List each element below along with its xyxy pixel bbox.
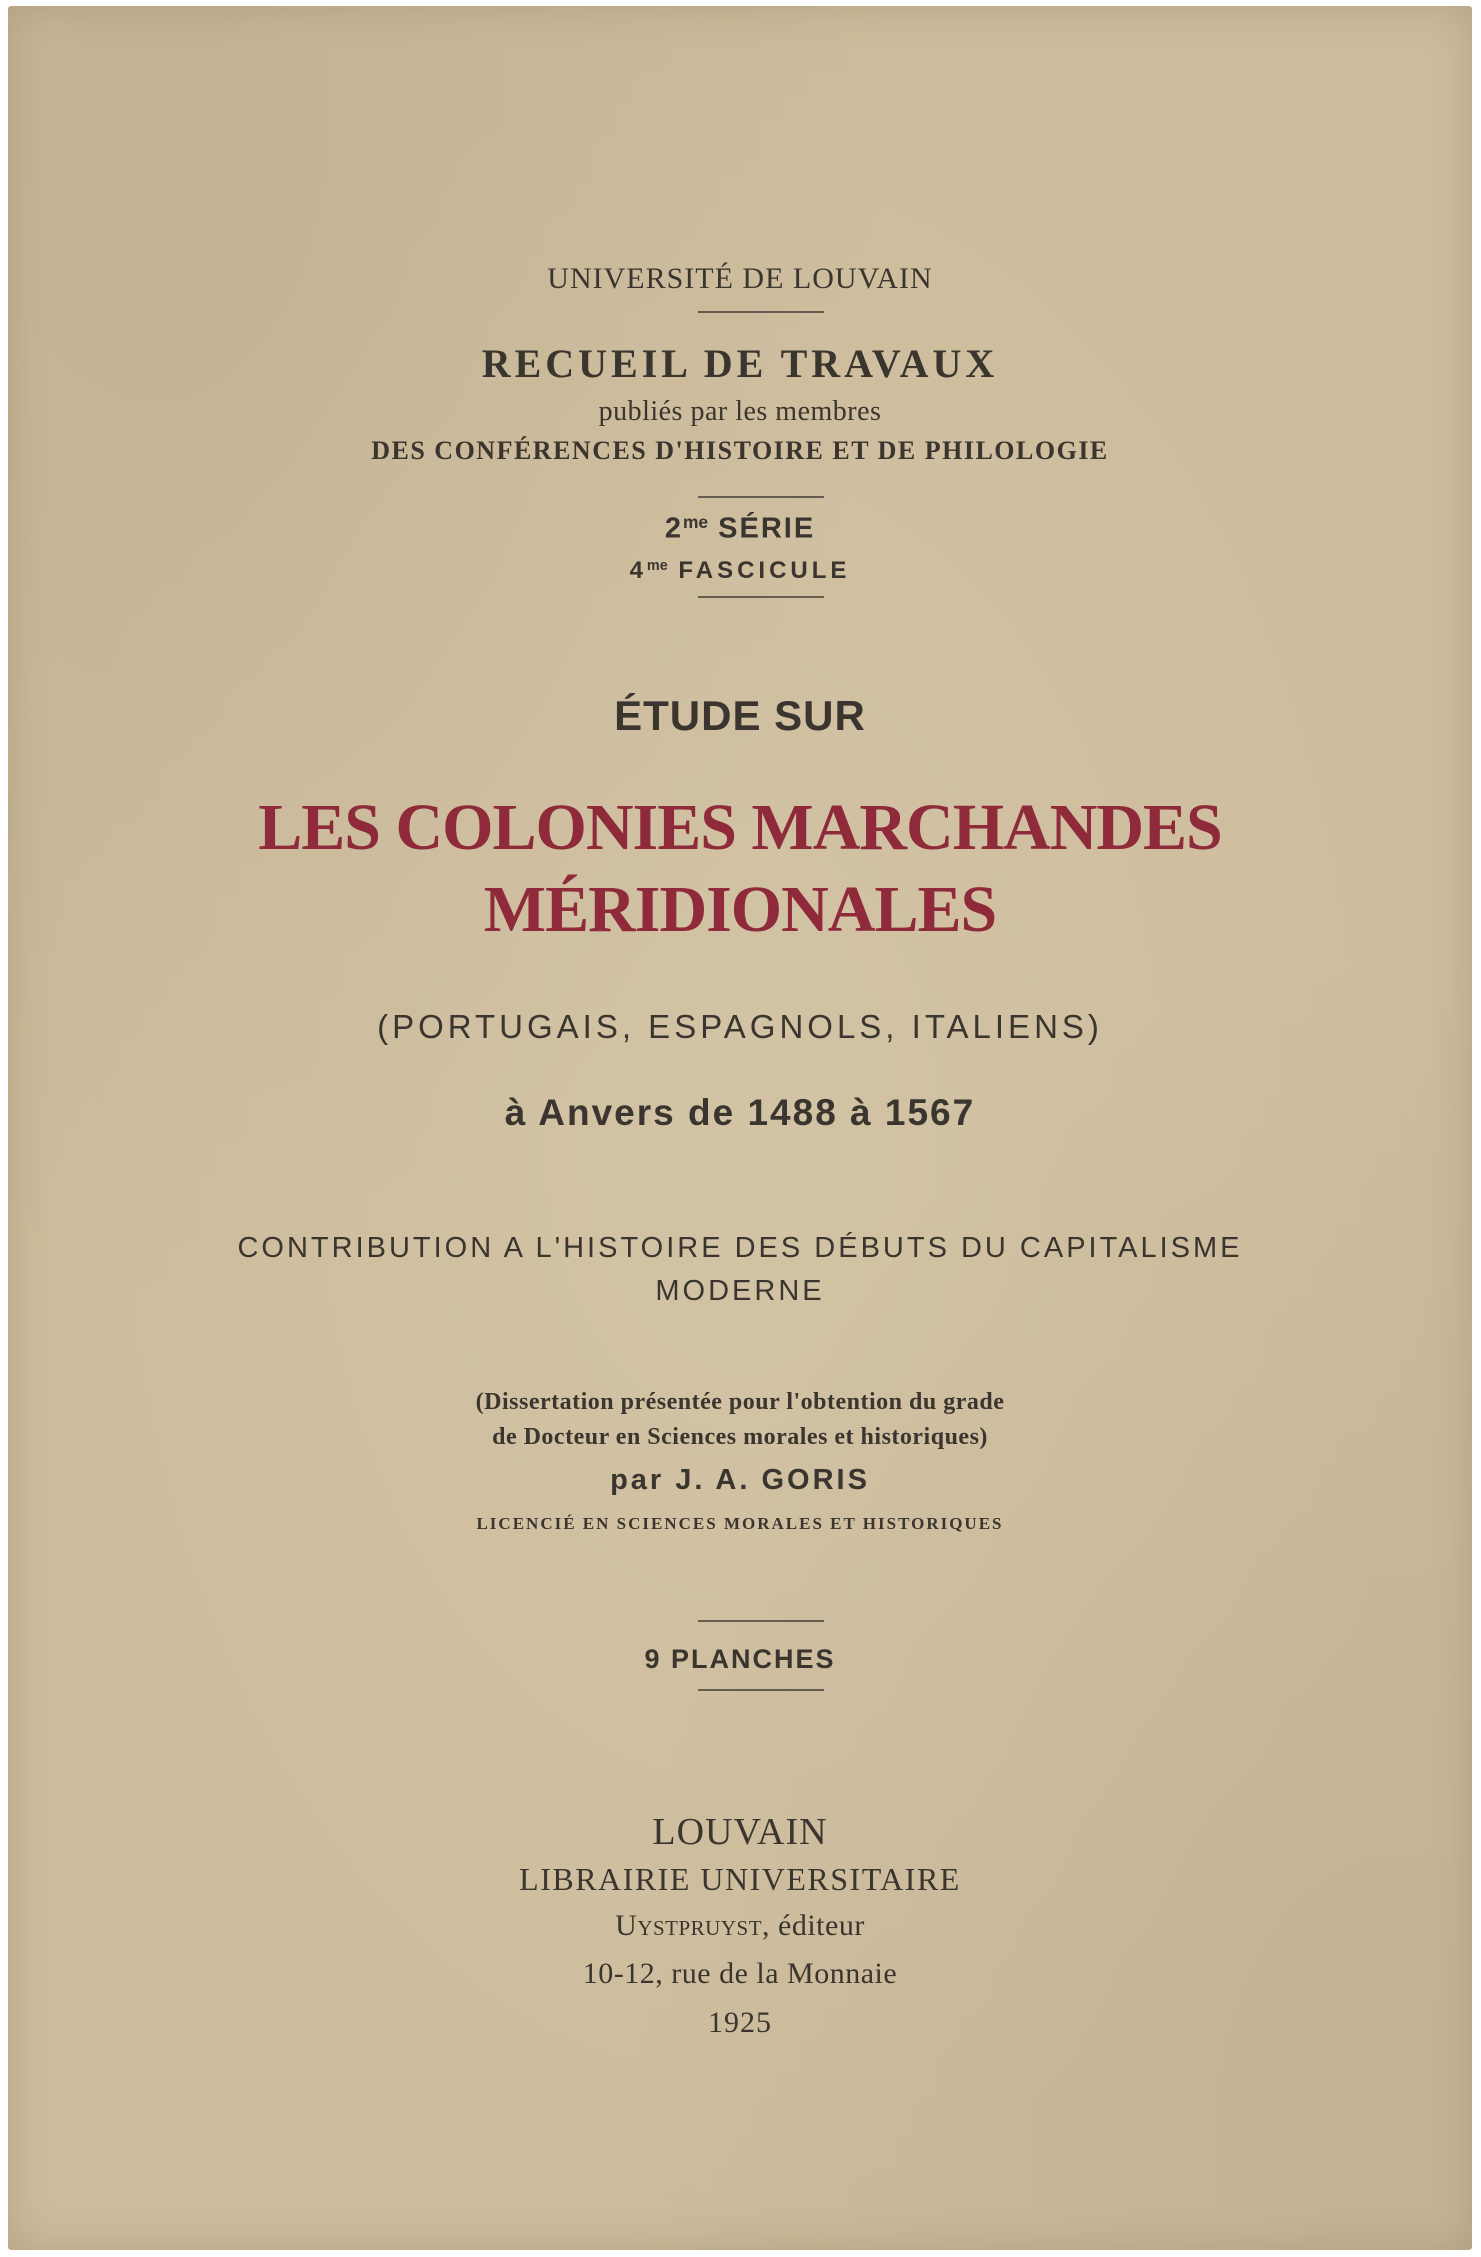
imprint-city: LOUVAIN (652, 1811, 828, 1853)
author-line: par J. A. GORIS (610, 1464, 870, 1496)
imprint-address: 10-12, rue de la Monnaie (582, 1957, 898, 1990)
dissertation-line-2: de Docteur en Sciences morales et historiques) (492, 1424, 988, 1450)
plates-count: 9 PLANCHES (644, 1644, 836, 1674)
series-line (8, 512, 1472, 546)
editor-role: , éditeur (762, 1909, 865, 1942)
imprint-editor (8, 1909, 1472, 1943)
book-cover (8, 6, 1472, 2250)
divider (698, 311, 824, 313)
divider (698, 596, 824, 598)
main-title-line-1: LES COLONIES MARCHANDES (258, 791, 1222, 864)
nations-line: (PORTUGAIS, ESPAGNOLS, ITALIENS) (377, 1008, 1103, 1045)
main-title-line-2: MÉRIDIONALES (483, 873, 997, 946)
conferences-line: DES CONFÉRENCES D'HISTOIRE ET DE PHILOLOGIE (371, 436, 1109, 465)
series-label: SÉRIE (718, 512, 816, 545)
series-sup: me (682, 512, 709, 532)
editor-name: Uystpruyst (615, 1909, 763, 1942)
divider (698, 496, 824, 498)
fascicle-label: FASCICULE (678, 557, 851, 584)
author-credentials: LICENCIÉ EN SCIENCES MORALES ET HISTORIQUES (476, 1514, 1004, 1533)
dissertation-line-1: (Dissertation présentée pour l'obtention du grade (475, 1389, 1005, 1415)
study-prefix: ÉTUDE SUR (614, 692, 866, 739)
subtitle-line-2: MODERNE (655, 1275, 825, 1307)
divider (698, 1620, 824, 1622)
subtitle-line-1: CONTRIBUTION A L'HISTOIRE DES DÉBUTS DU CAPITALISME (237, 1232, 1243, 1264)
imprint-year: 1925 (708, 2006, 772, 2039)
fascicle-line (8, 557, 1472, 585)
place-dates: à Anvers de 1488 à 1567 (504, 1092, 976, 1133)
collection-title: RECUEIL DE TRAVAUX (481, 341, 999, 386)
fascicle-number: 4 (629, 557, 647, 584)
series-number: 2 (664, 512, 683, 545)
university-name: UNIVERSITÉ DE LOUVAIN (547, 262, 933, 295)
published-by: publiés par les membres (598, 396, 882, 427)
divider (698, 1689, 824, 1691)
fascicle-sup: me (646, 558, 668, 575)
imprint-publisher: LIBRAIRIE UNIVERSITAIRE (519, 1861, 961, 1897)
